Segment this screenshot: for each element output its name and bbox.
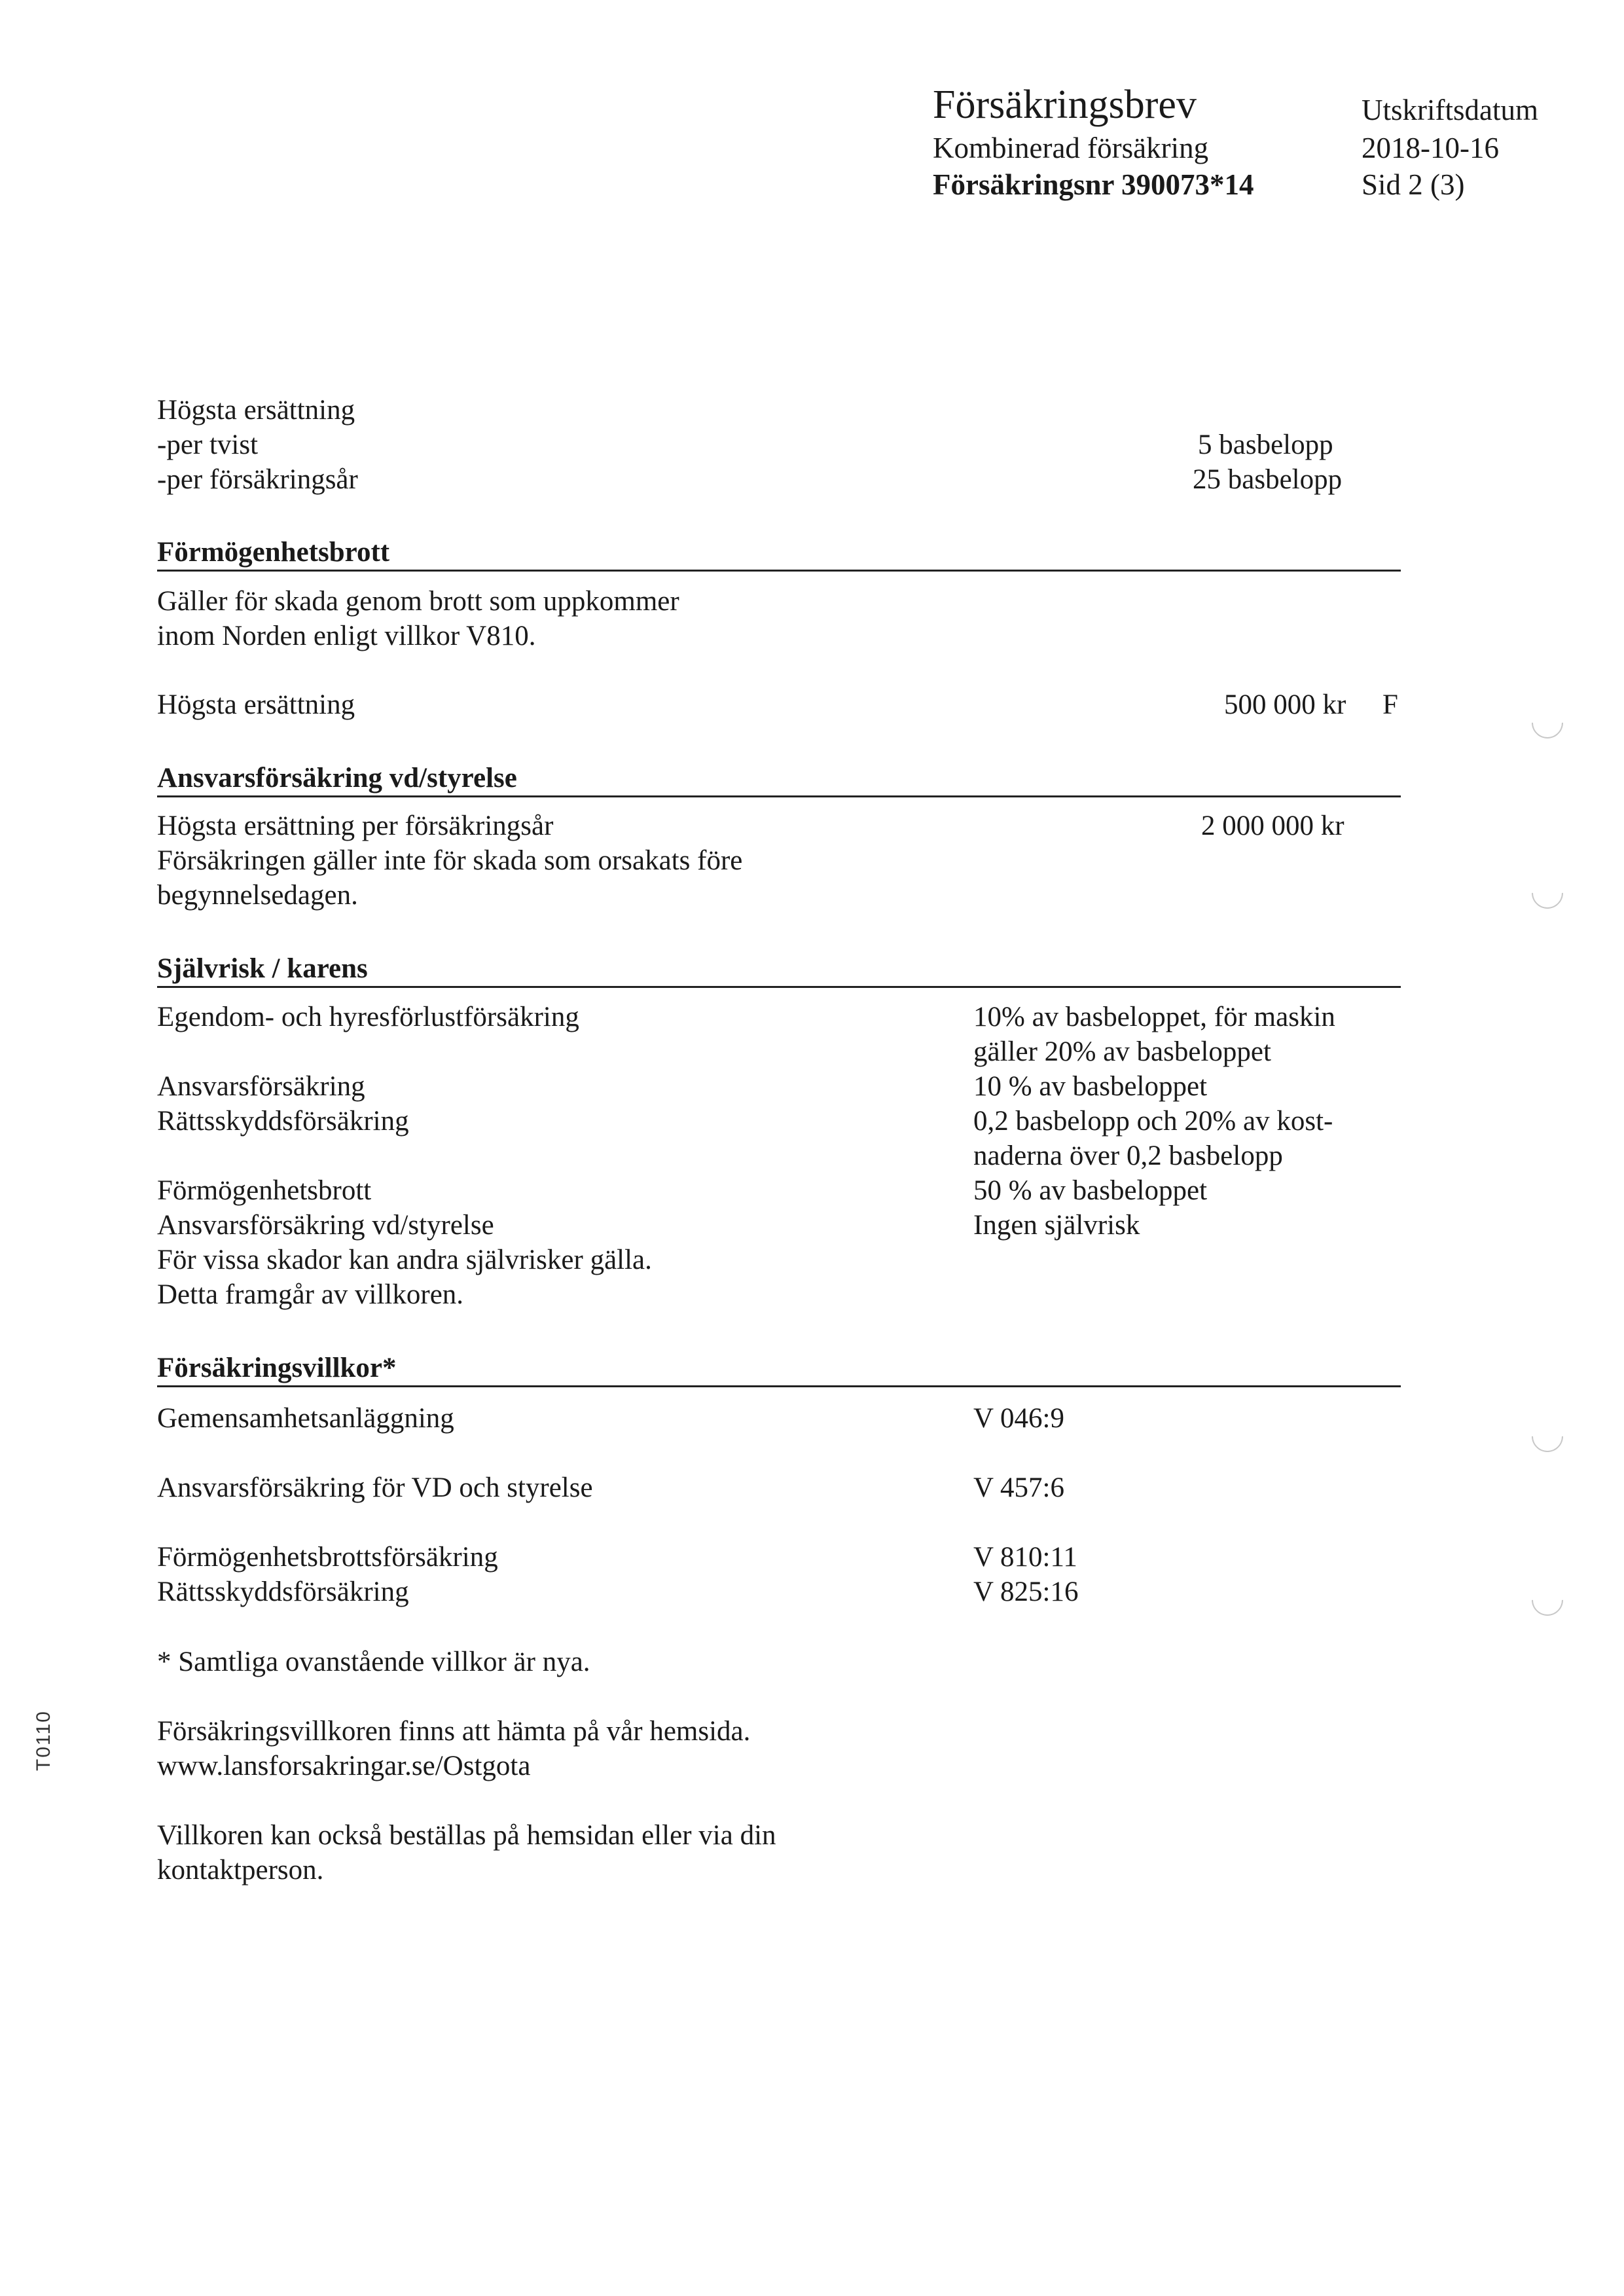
deductible-label: Ansvarsförsäkring vd/styrelse	[157, 1210, 494, 1241]
deductible-value: 10 % av basbeloppet	[973, 1071, 1208, 1102]
ansvar-text-1: Försäkringen gäller inte för skada som orsakats före	[157, 845, 743, 876]
section-title-sjalvrisk: Självrisk / karens	[157, 953, 368, 984]
per-year-label: -per försäkringsår	[157, 464, 358, 495]
deductible-label: Egendom- och hyresförlustförsäkring	[157, 1002, 579, 1032]
policy-number: Försäkringsnr 390073*14	[933, 168, 1254, 201]
deductible-label: Ansvarsförsäkring	[157, 1071, 365, 1102]
section-rule	[157, 986, 1401, 988]
section-title-ansvar-vd: Ansvarsförsäkring vd/styrelse	[157, 763, 517, 793]
terms-label: Förmögenhetsbrottsförsäkring	[157, 1542, 498, 1573]
section-rule	[157, 1385, 1401, 1387]
terms-label: Ansvarsförsäkring för VD och styrelse	[157, 1472, 593, 1503]
deductible-note: Detta framgår av villkoren.	[157, 1279, 464, 1310]
formogenhet-flag: F	[1382, 689, 1398, 720]
terms-footnote: * Samtliga ovanstående villkor är nya.	[157, 1647, 590, 1677]
deductible-label: Rättsskyddsförsäkring	[157, 1106, 409, 1137]
terms-web-text: Försäkringsvillkoren finns att hämta på vår hemsida.	[157, 1716, 751, 1747]
print-date-label: Utskriftsdatum	[1362, 94, 1538, 126]
page-number: Sid 2 (3)	[1362, 168, 1465, 201]
formogenhet-text-2: inom Norden enligt villkor V810.	[157, 621, 536, 651]
document-subtitle: Kombinerad försäkring	[933, 132, 1209, 164]
punch-hole-mark	[1525, 1578, 1570, 1622]
terms-label: Rättsskyddsförsäkring	[157, 1576, 409, 1607]
terms-code: V 457:6	[973, 1472, 1064, 1503]
deductible-value: naderna över 0,2 basbelopp	[973, 1140, 1283, 1171]
section-rule	[157, 570, 1401, 572]
terms-label: Gemensamhetsanläggning	[157, 1403, 454, 1434]
terms-code: V 825:16	[973, 1576, 1079, 1607]
terms-web-link[interactable]: www.lansforsakringar.se/Ostgota	[157, 1751, 531, 1781]
punch-hole-mark	[1525, 1414, 1570, 1459]
document-title: Försäkringsbrev	[933, 82, 1197, 127]
punch-hole-mark	[1525, 701, 1570, 745]
print-date: 2018-10-16	[1362, 132, 1499, 164]
per-year-value: 25 basbelopp	[1193, 464, 1343, 495]
deductible-value: 0,2 basbelopp och 20% av kost-	[973, 1106, 1333, 1137]
terms-order-text: kontaktperson.	[157, 1855, 324, 1886]
deductible-note: För vissa skador kan andra självrisker gälla.	[157, 1245, 652, 1275]
section-title-formogenhetsbrott: Förmögenhetsbrott	[157, 537, 390, 568]
terms-order-text: Villkoren kan också beställas på hemsidan eller via din	[157, 1820, 776, 1851]
max-compensation-heading: Högsta ersättning	[157, 395, 355, 426]
deductible-value: Ingen självrisk	[973, 1210, 1140, 1241]
ansvar-text-2: begynnelsedagen.	[157, 880, 358, 911]
formogenhet-max-label: Högsta ersättning	[157, 689, 355, 720]
deductible-value: gäller 20% av basbeloppet	[973, 1036, 1271, 1067]
deductible-label: Förmögenhetsbrott	[157, 1175, 372, 1206]
deductible-value: 50 % av basbeloppet	[973, 1175, 1208, 1206]
per-dispute-label: -per tvist	[157, 429, 259, 460]
punch-hole-mark	[1525, 871, 1570, 915]
side-form-code: T0110	[33, 1710, 54, 1771]
ansvar-max-label: Högsta ersättning per försäkringsår	[157, 811, 554, 841]
per-dispute-value: 5 basbelopp	[1198, 429, 1333, 460]
formogenhet-max-value: 500 000 kr	[1224, 689, 1346, 720]
deductible-value: 10% av basbeloppet, för maskin	[973, 1002, 1335, 1032]
section-title-villkor: Försäkringsvillkor*	[157, 1353, 397, 1383]
terms-code: V 046:9	[973, 1403, 1064, 1434]
formogenhet-text-1: Gäller för skada genom brott som uppkommer	[157, 586, 679, 617]
terms-code: V 810:11	[973, 1542, 1077, 1573]
ansvar-max-value: 2 000 000 kr	[1201, 811, 1344, 841]
section-rule	[157, 795, 1401, 797]
